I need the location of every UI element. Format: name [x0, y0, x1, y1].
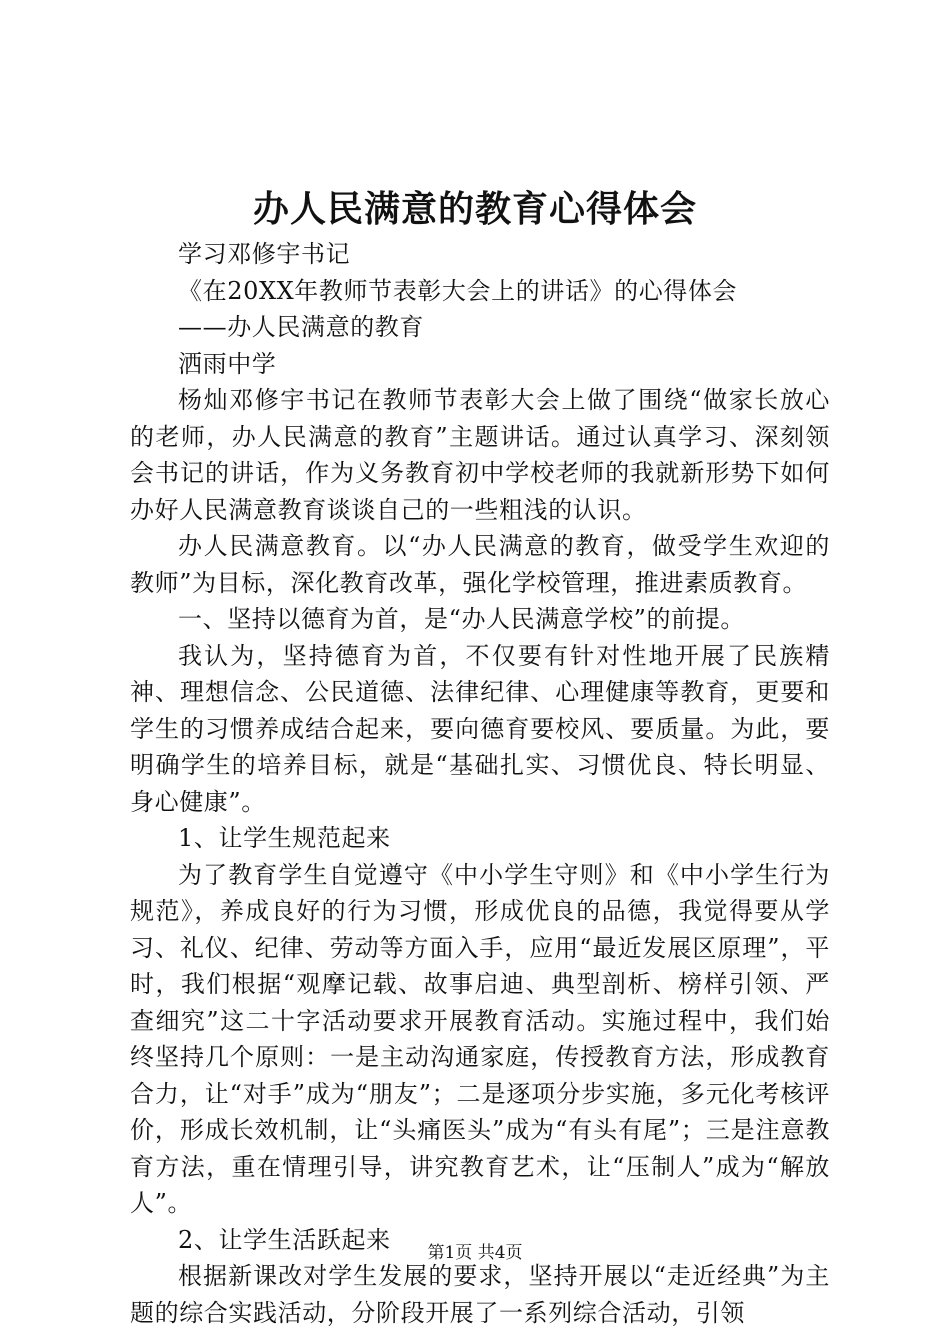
paragraph: 洒雨中学: [178, 349, 277, 378]
document-body: [130, 236, 830, 1331]
paragraph: 办人民满意教育。以“办人民满意的教育，做受学生欢迎的教师”为目标，深化教育改革，强化学校管理，推进素质教育。: [130, 532, 830, 597]
document-title: 办人民满意的教育心得体会: [252, 188, 697, 230]
section-heading: 一、坚持以德育为首，是“办人民满意学校”的前提。: [178, 605, 745, 633]
paragraph: 为了教育学生自觉遵守《中小学生守则》和《中小学生行为规范》，养成良好的行为习惯，形成优良的品德，我觉得要从学习、礼仪、纪律、劳动等方面入手，应用“最近发展区原理”，平时，我们根据“观摩记载、故事启迪、典型剖析、榜样引领、严查细究”这二十字活动要求开展教育活动。实施过程中，我们始终坚持几个原则：一是主动沟通家庭，传授教育方法，形成教育合力，让“对手”成为“朋友”；二是逐项分步实施，多元化考核评价，形成长效机制，让“头痛医头”成为“有头有尾”；三是注意教育方法，重在情理引导，讲究教育艺术，让“压制人”成为“解放人”。: [130, 860, 830, 1217]
paragraph: ——办人民满意的教育: [178, 313, 424, 341]
subsection-heading: 2、让学生活跃起来: [178, 1225, 391, 1254]
paragraph: 杨灿邓修宇书记在教师节表彰大会上做了围绕“做家长放心的老师，办人民满意的教育”主题讲话。通过认真学习、深刻领会书记的讲话，作为义务教育初中学校老师的我就新形势下如何办好人民满意教育谈谈自己的一些粗浅的认识。: [130, 386, 830, 524]
page-footer: 第1页 共4页: [427, 1243, 523, 1263]
paragraph: 根据新课改对学生发展的要求，坚持开展以“走近经典”为主题的综合实践活动，分阶段开展了一系列综合活动，引领: [130, 1262, 830, 1327]
paragraph: 《在20XX年教师节表彰大会上的讲话》的心得体会: [178, 276, 738, 305]
paragraph: 学习邓修宇书记: [178, 240, 351, 268]
paragraph: 我认为，坚持德育为首，不仅要有针对性地开展了民族精神、理想信念、公民道德、法律纪律、心理健康等教育，更要和学生的习惯养成结合起来，要向德育要校风、要质量。为此，要明确学生的培养目标，就是“基础扎实、习惯优良、特长明显、身心健康”。: [130, 641, 830, 816]
subsection-heading: 1、让学生规范起来: [178, 824, 391, 852]
